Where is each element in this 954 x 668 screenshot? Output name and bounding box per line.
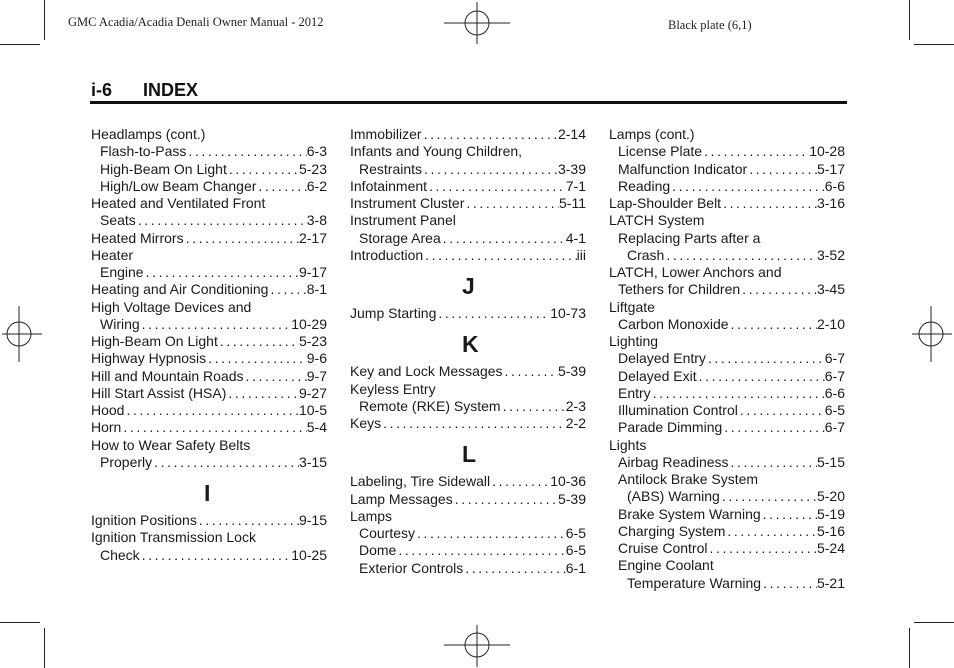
index-entry: [609, 247, 845, 264]
index-entry: [609, 368, 845, 385]
index-entry-text: Seats: [100, 212, 136, 229]
index-entry: [91, 547, 327, 564]
index-entry: [350, 305, 586, 322]
index-entry: [609, 212, 845, 229]
index-entry-text: Liftgate: [609, 298, 655, 315]
index-entry: [91, 178, 327, 195]
dot-leader: [186, 143, 306, 160]
index-entry-text: Lamps (cont.): [609, 126, 695, 142]
index-entry: [609, 471, 845, 488]
index-entry-text: Heating and Air Conditioning: [91, 281, 269, 298]
index-letter-heading: [350, 264, 586, 305]
index-page-ref: 5-11: [559, 195, 586, 211]
dot-leader: [396, 542, 565, 559]
index-page-ref: 5-17: [816, 160, 845, 177]
index-entry-text: Ignition Transmission Lock: [91, 529, 256, 546]
index-entry-text: Tethers for Children: [618, 281, 741, 298]
index-entry-text: Ignition Positions: [91, 512, 197, 528]
registration-mark-left: [0, 304, 44, 364]
index-entry: [91, 316, 327, 333]
index-entry-text: Lamp Messages: [350, 490, 453, 507]
index-entry: [350, 126, 586, 143]
index-entry-text: Heated and Ventilated Front: [91, 195, 266, 211]
dot-leader: [503, 363, 558, 380]
dot-leader: [197, 512, 299, 529]
index-entry: [350, 542, 586, 559]
crop-mark: [914, 622, 954, 623]
index-entry: [609, 488, 845, 505]
index-entry-text: Instrument Cluster: [350, 195, 465, 211]
index-entry: [91, 437, 327, 454]
index-column-3: [609, 126, 845, 592]
index-entry: [609, 143, 845, 160]
index-page-ref: 6-5: [565, 542, 586, 559]
index-entry-text: Replacing Parts after a: [618, 229, 761, 246]
index-letter: J: [462, 273, 475, 299]
index-entry: [350, 415, 586, 432]
index-entry: [609, 557, 845, 574]
index-page-ref: 10-25: [291, 546, 327, 563]
index-entry: [350, 363, 586, 380]
index-entry-text: Reading: [618, 177, 671, 194]
index-page-ref: 4-1: [565, 229, 586, 246]
crop-mark: [909, 628, 910, 668]
index-entry-text: Charging System: [618, 522, 726, 539]
index-entry-text: Courtesy: [359, 525, 416, 541]
index-entry: [609, 506, 845, 523]
index-entry: [91, 385, 327, 402]
index-entry-text: Carbon Monoxide: [618, 315, 729, 332]
index-entry: [91, 230, 327, 247]
index-entry-text: High-Beam On Light: [100, 160, 227, 177]
index-entry-text: Restraints: [359, 160, 423, 177]
dot-leader: [707, 540, 816, 557]
index-entry: [91, 264, 327, 281]
index-letter-heading: [350, 432, 586, 473]
dot-leader: [490, 473, 550, 490]
dot-leader: [747, 161, 817, 178]
index-entry-text: Temperature Warning: [627, 574, 762, 591]
index-entry: [91, 161, 327, 178]
index-entry-text: Check: [100, 546, 140, 563]
index-entry-text: Properly: [100, 453, 153, 470]
index-entry: [609, 316, 845, 333]
index-entry-text: Parade Dimming: [618, 419, 723, 436]
index-entry: [91, 247, 327, 264]
index-letter: K: [462, 331, 479, 358]
plate-label: Black plate (6,1): [668, 18, 752, 32]
index-entry-text: High/Low Beam Changer: [100, 177, 257, 194]
dot-leader: [227, 161, 299, 178]
dot-leader: [256, 178, 306, 195]
index-entry-text: Heated Mirrors: [91, 229, 184, 246]
index-entry-text: Hood: [91, 402, 125, 418]
index-entry-text: Introduction: [350, 246, 424, 263]
index-entry-text: Keyless Entry: [350, 380, 436, 397]
registration-mark-top: [440, 0, 514, 46]
index-entry: [609, 126, 845, 143]
index-entry: [91, 402, 327, 419]
registration-mark-right: [910, 304, 954, 364]
index-entry: [350, 143, 586, 160]
crop-mark: [909, 0, 910, 40]
index-letter: L: [462, 441, 477, 468]
index-entry-text: High-Beam On Light: [91, 333, 218, 349]
crop-mark: [0, 622, 40, 623]
index-entry-text: Infants and Young Children,: [350, 143, 523, 160]
dot-leader: [140, 316, 292, 333]
index-page-ref: 2-17: [298, 229, 327, 246]
index-page-ref: 10-29: [291, 315, 327, 332]
index-page-ref: 6-6: [824, 177, 845, 194]
dot-leader: [740, 281, 817, 298]
crop-mark: [44, 0, 45, 40]
dot-leader: [423, 247, 576, 264]
dot-leader: [121, 419, 306, 436]
index-entry-text: Antilock Brake System: [618, 471, 759, 487]
index-entry: [350, 381, 586, 398]
index-page-ref: 5-19: [816, 505, 845, 522]
dot-leader: [136, 212, 307, 229]
section-title: INDEX: [143, 80, 199, 100]
index-entry-text: Highway Hypnosis: [91, 350, 207, 367]
dot-leader: [651, 385, 825, 402]
index-entry-text: Remote (RKE) System: [359, 397, 501, 414]
index-entry: [609, 523, 845, 540]
index-entry-text: Wiring: [100, 315, 140, 332]
dot-leader: [144, 264, 299, 281]
manual-title: GMC Acadia/Acadia Denali Owner Manual - 2012: [68, 15, 324, 29]
index-page-ref: 2-14: [557, 126, 586, 142]
index-entry: [609, 333, 845, 350]
index-entry-text: Labeling, Tire Sidewall: [350, 473, 491, 490]
index-entry-text: Key and Lock Messages: [350, 363, 503, 380]
index-entry: [91, 281, 327, 298]
index-entry-text: Horn: [91, 419, 122, 436]
index-page-ref: 10-28: [809, 143, 845, 160]
index-page-ref: 5-15: [816, 453, 845, 470]
dot-leader: [422, 126, 558, 143]
dot-leader: [761, 575, 817, 592]
dot-leader: [206, 350, 307, 367]
dot-leader: [501, 398, 566, 415]
dot-leader: [761, 506, 817, 523]
index-entry-text: Delayed Exit: [618, 367, 697, 384]
index-entry-text: Malfunction Indicator: [618, 160, 748, 177]
index-entry-text: Dome: [359, 542, 397, 559]
index-page-ref: 6-7: [824, 367, 845, 384]
dot-leader: [436, 305, 550, 322]
index-page-ref: 8-1: [306, 281, 327, 298]
index-entry: [350, 230, 586, 247]
index-entry: [91, 195, 327, 212]
crop-mark: [0, 44, 40, 45]
index-page-ref: 5-39: [557, 363, 586, 380]
index-entry-text: How to Wear Safety Belts: [91, 436, 251, 453]
index-entry-text: Flash-to-Pass: [100, 143, 187, 160]
dot-leader: [725, 523, 817, 540]
index-column-1: [91, 126, 327, 564]
index-entry: [609, 575, 845, 592]
index-page-ref: 6-6: [824, 384, 845, 401]
dot-leader: [184, 230, 299, 247]
dot-leader: [218, 333, 299, 350]
index-page-ref: 6-7: [824, 350, 845, 367]
index-page-ref: 3-16: [816, 195, 845, 211]
index-entry: [609, 437, 845, 454]
index-page-ref: 9-27: [298, 384, 327, 401]
index-entry-text: Lamps: [350, 507, 393, 524]
index-entry: [350, 491, 586, 508]
section-heading: [91, 80, 198, 101]
index-entry: [91, 126, 327, 143]
index-page-ref: 3-52: [816, 246, 845, 263]
index-entry-text: Illumination Control: [618, 402, 738, 418]
index-entry: [91, 212, 327, 229]
dot-leader: [381, 415, 566, 432]
index-entry: [609, 454, 845, 471]
dot-leader: [702, 143, 809, 160]
index-page-ref: 6-5: [565, 525, 586, 541]
index-entry: [91, 333, 327, 350]
dot-leader: [706, 350, 825, 367]
dot-leader: [720, 488, 817, 505]
dot-leader: [441, 230, 566, 247]
page-number: i-6: [91, 80, 113, 100]
index-entry: [91, 368, 327, 385]
index-entry-text: Delayed Entry: [618, 350, 706, 367]
dot-leader: [664, 247, 817, 264]
index-entry: [91, 529, 327, 546]
index-entry: [609, 540, 845, 557]
index-entry-text: Lighting: [609, 333, 659, 349]
index-letter: I: [204, 480, 211, 506]
index-entry-text: Engine Coolant: [618, 557, 714, 574]
index-entry: [350, 161, 586, 178]
index-entry: [609, 195, 845, 212]
index-entry: [91, 419, 327, 436]
index-entry-text: Infotainment: [350, 177, 428, 194]
index-entry: [609, 281, 845, 298]
index-entry: [350, 247, 586, 264]
index-entry: [609, 178, 845, 195]
index-entry: [609, 419, 845, 436]
index-entry-text: Crash: [627, 246, 665, 263]
index-page-ref: 10-73: [550, 305, 586, 321]
dot-leader: [453, 491, 558, 508]
index-page-ref: 2-3: [565, 397, 586, 414]
index-entry: [350, 212, 586, 229]
index-page-ref: 5-24: [816, 540, 845, 556]
index-entry: [91, 350, 327, 367]
index-letter-heading: [91, 471, 327, 512]
index-page-ref: 6-2: [306, 177, 327, 194]
index-entry-text: Exterior Controls: [359, 559, 464, 576]
dot-leader: [738, 402, 825, 419]
index-entry-text: High Voltage Devices and: [91, 298, 252, 315]
index-entry: [609, 161, 845, 178]
dot-leader: [226, 385, 299, 402]
index-page-ref: 9-7: [306, 367, 327, 384]
dot-leader: [697, 368, 825, 385]
index-page-ref: 5-23: [298, 160, 327, 177]
index-page-ref: 10-36: [550, 473, 586, 490]
index-entry-text: Immobilizer: [350, 126, 422, 142]
index-entry-text: Entry: [618, 384, 651, 401]
index-entry-text: Brake System Warning: [618, 505, 761, 522]
index-entry: [609, 385, 845, 402]
dot-leader: [152, 454, 299, 471]
index-entry-text: Keys: [350, 415, 382, 431]
index-entry: [609, 402, 845, 419]
index-page-ref: 10-5: [298, 402, 327, 418]
dot-leader: [722, 419, 825, 436]
index-page-ref: 6-7: [824, 419, 845, 436]
index-entry-text: Jump Starting: [350, 305, 437, 321]
index-entry: [609, 350, 845, 367]
index-entry-text: Lights: [609, 436, 647, 453]
index-entry: [350, 195, 586, 212]
index-entry-text: Engine: [100, 264, 144, 280]
crop-mark: [44, 628, 45, 668]
index-page-ref: 6-1: [565, 559, 586, 576]
index-entry-text: LATCH System: [609, 212, 705, 229]
dot-leader: [140, 547, 292, 564]
index-page-ref: iii: [576, 246, 586, 263]
index-entry-text: Lap-Shoulder Belt: [609, 195, 722, 211]
dot-leader: [415, 525, 566, 542]
index-entry: [350, 525, 586, 542]
index-page-ref: 5-20: [816, 488, 845, 505]
index-entry-text: (ABS) Warning: [627, 488, 720, 505]
index-entry-text: Hill Start Assist (HSA): [91, 384, 227, 401]
index-page-ref: 9-15: [298, 512, 327, 528]
dot-leader: [427, 178, 566, 195]
index-entry: [350, 178, 586, 195]
index-entry-text: Airbag Readiness: [618, 453, 729, 470]
registration-mark-bottom: [440, 624, 514, 668]
index-entry-text: Heater: [91, 246, 134, 263]
index-letter-heading: [350, 322, 586, 363]
dot-leader: [729, 454, 817, 471]
index-entry-text: Cruise Control: [618, 540, 708, 556]
crop-mark: [914, 44, 954, 45]
index-page-ref: 3-39: [557, 160, 586, 177]
dot-leader: [422, 161, 558, 178]
index-page-ref: 5-21: [816, 574, 845, 591]
index-entry: [609, 299, 845, 316]
index-entry: [350, 398, 586, 415]
index-page-ref: 6-3: [306, 143, 327, 160]
dot-leader: [463, 560, 566, 577]
index-entry: [91, 512, 327, 529]
dot-leader: [729, 316, 817, 333]
index-column-2: [350, 126, 586, 577]
index-page-ref: 5-39: [557, 490, 586, 507]
index-page-ref: 9-6: [306, 350, 327, 367]
index-entry-text: Hill and Mountain Roads: [91, 367, 244, 384]
index-page-ref: 2-10: [816, 315, 845, 332]
index-entry-text: Instrument Panel: [350, 212, 456, 229]
index-page-ref: 6-5: [824, 402, 845, 418]
index-entry: [350, 508, 586, 525]
index-page-ref: 5-16: [816, 522, 845, 539]
index-entry-text: Storage Area: [359, 229, 441, 246]
index-page-ref: 9-17: [298, 264, 327, 280]
index-entry: [91, 143, 327, 160]
index-entry: [91, 299, 327, 316]
index-entry-text: License Plate: [618, 143, 703, 160]
index-page-ref: 5-4: [306, 419, 327, 436]
dot-leader: [268, 281, 306, 298]
index-entry: [350, 560, 586, 577]
index-entry: [609, 264, 845, 281]
index-entry-text: LATCH, Lower Anchors and: [609, 264, 782, 280]
dot-leader: [670, 178, 825, 195]
index-entry-text: Headlamps (cont.): [91, 126, 206, 142]
index-entry: [91, 454, 327, 471]
index-page-ref: 3-8: [306, 212, 327, 229]
index-page-ref: 5-23: [298, 333, 327, 349]
index-entry: [609, 230, 845, 247]
index-page-ref: 3-15: [298, 453, 327, 470]
index-page-ref: 3-45: [816, 281, 845, 298]
dot-leader: [124, 402, 299, 419]
dot-leader: [244, 368, 307, 385]
index-page-ref: 7-1: [565, 177, 586, 194]
dot-leader: [464, 195, 559, 212]
header-rule: [90, 101, 847, 104]
index-page-ref: 2-2: [565, 415, 586, 431]
dot-leader: [721, 195, 817, 212]
index-entry: [350, 473, 586, 490]
